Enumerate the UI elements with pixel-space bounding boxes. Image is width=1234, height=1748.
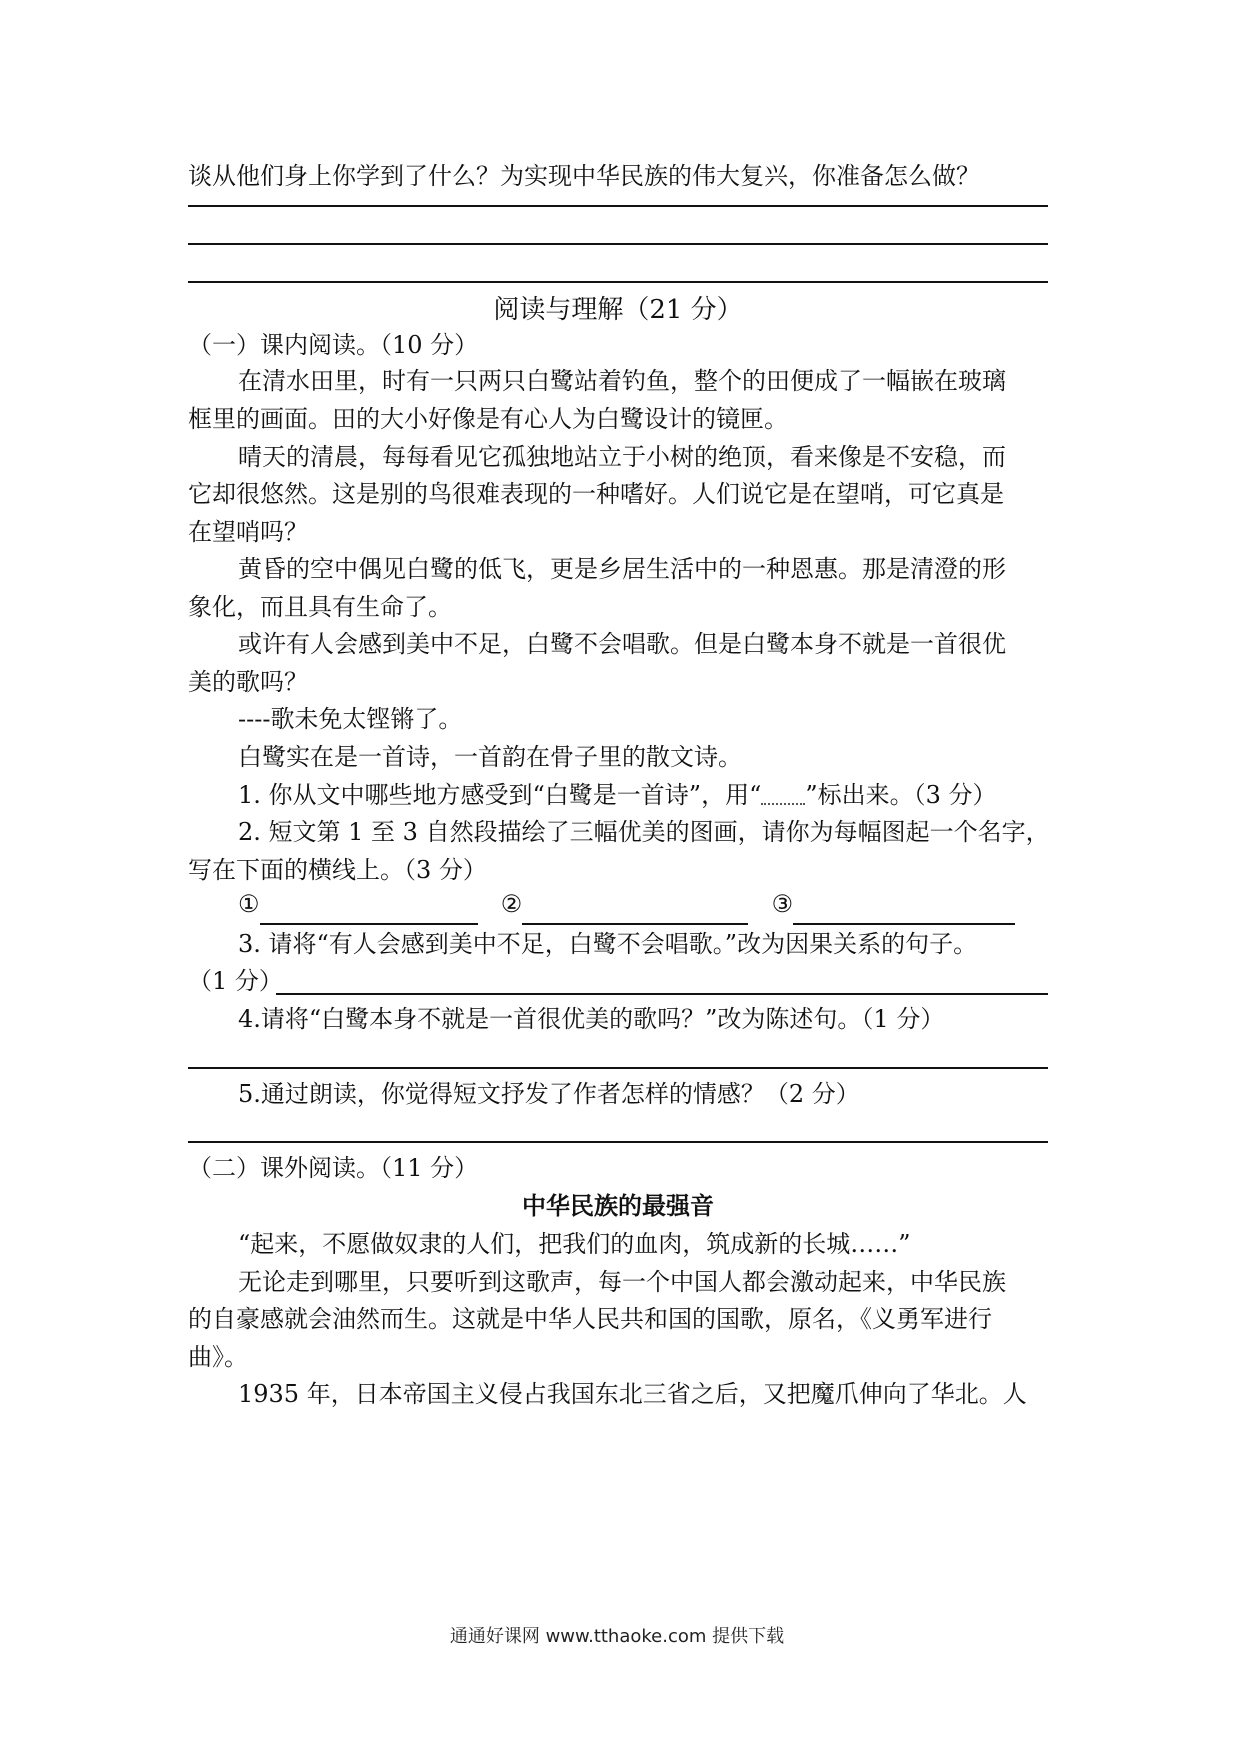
passage-line: 它却很悠然。这是别的鸟很难表现的一种嗜好。人们说它是在望哨，可它真是 bbox=[188, 480, 1004, 508]
passage-line: 曲》。 bbox=[188, 1343, 248, 1371]
question-2-line1: 2. 短文第 1 至 3 自然段描绘了三幅优美的图画，请你为每幅图起一个名字， bbox=[238, 818, 1050, 846]
answer-line bbox=[188, 243, 1048, 245]
passage-line: 1935 年，日本帝国主义侵占我国东北三省之后，又把魔爪伸向了华北。人 bbox=[238, 1380, 1027, 1408]
passage-line: 晴天的清晨，每每看见它孤独地站立于小树的绝顶，看来像是不安稳，而 bbox=[238, 443, 1006, 471]
passage-line: 无论走到哪里，只要听到这歌声，每一个中国人都会激动起来，中华民族 bbox=[238, 1268, 1006, 1296]
question-3-score: （1 分） bbox=[188, 967, 283, 995]
picture-name-blank-2[interactable] bbox=[522, 897, 748, 925]
passage-line: 的自豪感就会油然而生。这就是中华人民共和国的国歌，原名，《义勇军进行 bbox=[188, 1305, 992, 1333]
passage-line: 白鹭实在是一首诗，一首韵在骨子里的散文诗。 bbox=[238, 743, 742, 771]
passage-line: ----歌未免太铿锵了。 bbox=[238, 705, 463, 733]
answer-line bbox=[188, 281, 1048, 283]
blank-mark-3: ③ bbox=[771, 890, 794, 918]
question-1-text-after: ”标出来。（3 分） bbox=[805, 781, 997, 809]
question-1 bbox=[238, 775, 1048, 816]
passage-line: 象化，而且具有生命了。 bbox=[188, 593, 452, 621]
answer-line[interactable] bbox=[188, 1141, 1048, 1143]
picture-name-blank-3[interactable] bbox=[793, 897, 1015, 925]
question-2-line2: 写在下面的横线上。（3 分） bbox=[188, 856, 487, 884]
question-1-text-before: 1. 你从文中哪些地方感受到“白鹭是一首诗”，用“ bbox=[238, 781, 762, 809]
blank-mark-2: ② bbox=[500, 890, 523, 918]
intro-question: 谈从他们身上你学到了什么？为实现中华民族的伟大复兴，你准备怎么做？ bbox=[188, 162, 980, 190]
section-title: 阅读与理解（21 分） bbox=[493, 295, 743, 325]
passage-line: 在望哨吗？ bbox=[188, 518, 308, 546]
question-3-line1: 3. 请将“有人会感到美中不足，白鹭不会唱歌。”改为因果关系的句子。 bbox=[238, 930, 978, 958]
part2-heading: （二）课外阅读。（11 分） bbox=[188, 1154, 479, 1182]
answer-line[interactable] bbox=[276, 993, 1048, 995]
picture-name-blank-1[interactable] bbox=[260, 897, 478, 925]
question-4: 4.请将“白鹭本身不就是一首很优美的歌吗？”改为陈述句。（1 分） bbox=[238, 1005, 945, 1033]
part1-heading: （一）课内阅读。（10 分） bbox=[188, 331, 479, 359]
footer-credit: 通通好课网 www.tthaoke.com 提供下载 bbox=[449, 1626, 785, 1647]
passage-line: 黄昏的空中偶见白鹭的低飞，更是乡居生活中的一种恩惠。那是清澄的形 bbox=[238, 555, 1006, 583]
wavy-underline-icon bbox=[761, 789, 805, 805]
answer-line[interactable] bbox=[188, 1067, 1048, 1069]
question-5: 5.通过朗读，你觉得短文抒发了作者怎样的情感？（2 分） bbox=[238, 1080, 860, 1108]
passage-line: “起来，不愿做奴隶的人们，把我们的血肉，筑成新的长城……” bbox=[238, 1230, 911, 1258]
passage-line: 在清水田里，时有一只两只白鹭站着钓鱼，整个的田便成了一幅嵌在玻璃 bbox=[238, 367, 1006, 395]
passage-line: 框里的画面。田的大小好像是有心人为白鹭设计的镜匣。 bbox=[188, 405, 788, 433]
picture-name-blanks bbox=[238, 884, 1048, 925]
part2-title: 中华民族的最强音 bbox=[522, 1192, 714, 1220]
answer-line bbox=[188, 205, 1048, 207]
passage-line: 或许有人会感到美中不足，白鹭不会唱歌。但是白鹭本身不就是一首很优 bbox=[238, 630, 1006, 658]
blank-mark-1: ① bbox=[238, 890, 260, 918]
passage-line: 美的歌吗？ bbox=[188, 668, 308, 696]
